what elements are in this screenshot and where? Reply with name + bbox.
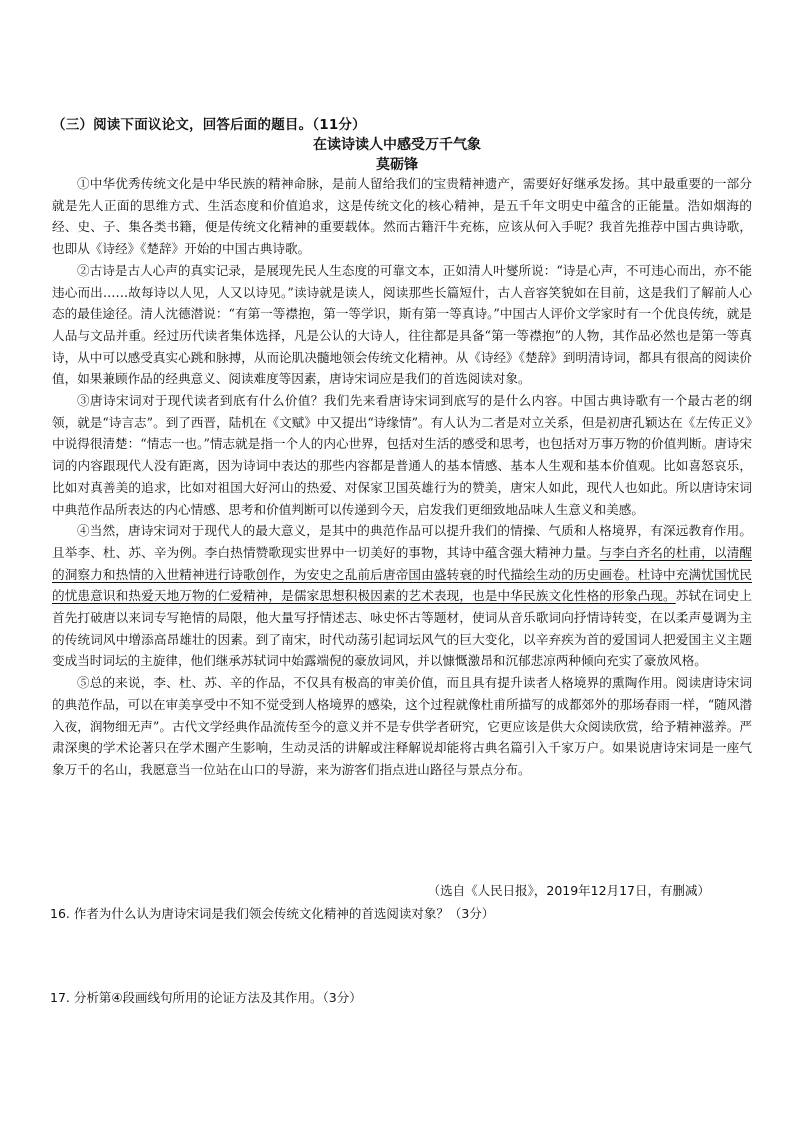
paragraph-5: ⑤总的来说，李、杜、苏、辛的作品，不仅具有极高的审美价值，而且具有提升读者人格境界的熏陶作用。阅读唐诗宋词的典范作品，可以在审美享受中不知不觉受到人格境界的感染，这个过程就像杜甫所描写的成都郊外的那场春雨一样，“随风潜入夜，润物细无声”。古代文学经典作品流传至今的意义并不是专供学者研究，它更应该是供大众阅读欣赏，给予精神滋养。严肃深奥的学术论著只在学术圈产生影响，生动灵活的讲解或注释解说却能将古典名篇引入千家万户。如果说唐诗宋词是一座气象万千的名山，我愿意当一位站在山口的导游，来为游客们指点进山路径与景点分布。 bbox=[52, 675, 752, 777]
section-header: （三）阅读下面议论文，回答后面的题目。（11分） bbox=[52, 117, 366, 133]
question-16: 16. 作者为什么认为唐诗宋词是我们领会传统文化精神的首选阅读对象？（3分） bbox=[50, 906, 495, 921]
paragraph-3: ③唐诗宋词对于现代读者到底有什么价值？我们先来看唐诗宋词到底写的是什么内容。中国古典诗歌有一个最古老的纲领，就是“诗言志”。到了西晋，陆机在《文赋》中又提出“诗缘情”。有人认为二者是对立关系，但是初唐孔颖达在《左传正义》中说得很清楚：“情志一也。”情志就是指一个人的内心世界，包括对生活的感受和思考，也包括对万事万物的价值判断。唐诗宋词的内容跟现代人没有距离，因为诗词中表达的那些内容都是普通人的基本情感、基本人生观和基本价值观。比如喜怒哀乐，比如对真善美的追求，比如对祖国大好河山的热爱、对保家卫国英雄行为的赞美，唐宋人如此，现代人也如此。所以唐诗宋词中典范作品所表达的内心情感、思考和价值判断可以传递到今天，启发我们更细致地品味人生意义和美感。 bbox=[52, 393, 752, 517]
article-title: 在读诗读人中感受万千气象 bbox=[313, 137, 481, 153]
paragraph-2: ②古诗是古人心声的真实记录，是展现先民人生态度的可靠文本，正如清人叶燮所说：“诗是心声，不可违心而出，亦不能违心而出……故每诗以人见，人又以诗见。”读诗就是读人，阅读那些长篇短什，古人音容笑貌如在目前，这是我们了解前人心态的最佳途径。清人沈德潜说：“有第一等襟抱，第一等学识，斯有第一等真诗。”中国古人评价文学家时有一个优良传统，就是人品与文品并重。经过历代读者集体选择，凡是公认的大诗人，往往都是具备“第一等襟抱”的人物，其作品必然也是第一等真诗，从中可以感受真实心跳和脉搏，从而论肌决髓地领会传统文化精神。从《诗经》《楚辞》到明清诗词，都具有很高的阅读价值，如果兼顾作品的经典意义、阅读难度等因素，唐诗宋词应是我们的首选阅读对象。 bbox=[52, 262, 752, 387]
paragraph-4 bbox=[52, 520, 752, 672]
underlined-sentence: 与李白齐名的杜甫，以清醒的洞察力和热情的入世精神进行诗歌创作，为安史之乱前后唐帝国由盛转衰的时代描绘生动的历史画卷。杜诗中充满忧国忧民的忧患意识和热爱天地万物的仁爱精神，是儒家思想积极因素的艺术表现，也是中华民族文化性格的形象凸现。 bbox=[52, 544, 753, 604]
article-source: （选自《人民日报》，2019年12月17日，有删减） bbox=[427, 883, 710, 898]
question-17: 17. 分析第④段画线句所用的论证方法及其作用。（3分） bbox=[50, 990, 362, 1005]
paragraph-4-rest: 苏轼在词史上首先打破唐以来词专写艳情的局限，他大量写抒情述志、咏史怀古等题材，使词从音乐歌词向抒情诗转变，在以柔声曼调为主的传统词风中增添高昂雄壮的因素。到了南宋，时代动荡引起词坛风气的巨大变化，以辛弃疾为首的爱国词人把爱国主义主题变成当时词坛的主旋律，他们继承苏轼词中始露端倪的豪放词风，并以慷慨激昂和沉郁悲凉两种倾向充实了豪放风格。 bbox=[52, 588, 753, 669]
article-body bbox=[52, 173, 752, 781]
article-author: 莫砺锋 bbox=[376, 157, 418, 173]
paragraph-4-intro: ④当然，唐诗宋词对于现代人的最大意义，是其中的典范作品可以提升我们的情操、气质和人格境界，有深远教育作用。且举李、杜、苏、辛为例。李白热情赞歌现实世界中一切美好的事物，其诗中蕴含强大精神力量。 bbox=[52, 523, 752, 560]
paragraph-1: ①中华优秀传统文化是中华民族的精神命脉，是前人留给我们的宝贵精神遗产，需要好好继承发扬。其中最重要的一部分就是先人正面的思维方式、生活态度和价值追求，这是传统文化的核心精神，是五千年文明史中蕴含的正能量。浩如烟海的经、史、子、集各类书籍，便是传统文化精神的重要载体。然而古籍汗牛充栋，应该从何入手呢？我首先推荐中国古典诗歌，也即从《诗经》《楚辞》开始的中国古典诗歌。 bbox=[52, 176, 752, 257]
